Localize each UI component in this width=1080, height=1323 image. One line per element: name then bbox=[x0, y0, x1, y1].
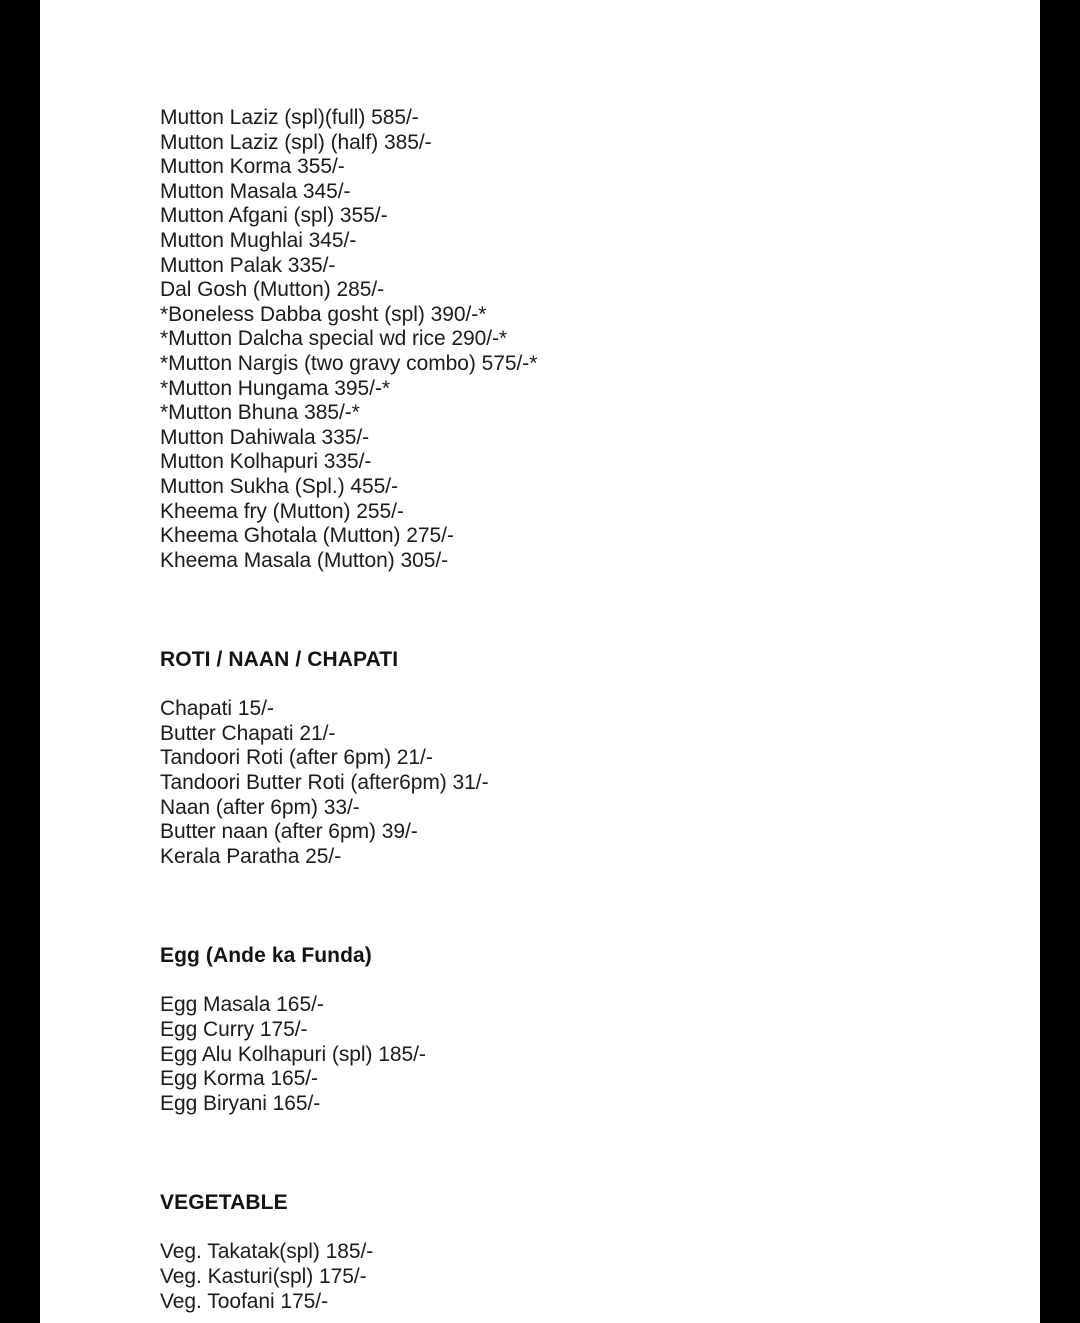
menu-page bbox=[40, 0, 1040, 1323]
menu-section-egg bbox=[160, 943, 980, 1116]
menu-item: Egg Masala 165/- bbox=[160, 993, 324, 1017]
menu-item: Tandoori Butter Roti (after6pm) 31/- bbox=[160, 771, 489, 795]
section-header-roti-naan-chapati: ROTI / NAAN / CHAPATI bbox=[160, 648, 399, 672]
section-header-egg: Egg (Ande ka Funda) bbox=[160, 944, 372, 968]
menu-item: *Mutton Nargis (two gravy combo) 575/-* bbox=[160, 351, 538, 375]
menu-item: *Mutton Dalcha special wd rice 290/-* bbox=[160, 327, 508, 351]
menu-content bbox=[160, 106, 980, 1314]
menu-item: *Mutton Bhuna 385/-* bbox=[160, 401, 360, 425]
menu-item: Mutton Dahiwala 335/- bbox=[160, 425, 370, 449]
menu-item: *Boneless Dabba gosht (spl) 390/-* bbox=[160, 302, 487, 326]
menu-item-list-mutton bbox=[160, 106, 980, 573]
menu-section-mutton bbox=[160, 106, 980, 573]
menu-item: Egg Korma 165/- bbox=[160, 1067, 319, 1091]
section-spacer bbox=[160, 1116, 980, 1190]
menu-item: Mutton Masala 345/- bbox=[160, 179, 351, 203]
section-header-vegetable: VEGETABLE bbox=[160, 1191, 288, 1215]
menu-item: Kheema Ghotala (Mutton) 275/- bbox=[160, 524, 454, 548]
menu-item: Naan (after 6pm) 33/- bbox=[160, 795, 360, 819]
menu-item: Mutton Palak 335/- bbox=[160, 253, 336, 277]
menu-item-list-vegetable bbox=[160, 1240, 980, 1314]
menu-item: Mutton Laziz (spl)(full) 585/- bbox=[160, 106, 419, 129]
letterbox-bar-right bbox=[1040, 0, 1080, 1323]
menu-item: Butter naan (after 6pm) 39/- bbox=[160, 820, 418, 844]
menu-item: Tandoori Roti (after 6pm) 21/- bbox=[160, 746, 433, 770]
menu-item-list-roti-naan-chapati bbox=[160, 697, 980, 869]
menu-item: Kheema Masala (Mutton) 305/- bbox=[160, 548, 449, 572]
menu-item: Kheema fry (Mutton) 255/- bbox=[160, 499, 404, 523]
menu-item: Mutton Mughlai 345/- bbox=[160, 228, 357, 252]
menu-item: Mutton Afgani (spl) 355/- bbox=[160, 204, 388, 228]
menu-item: Veg. Takatak(spl) 185/- bbox=[160, 1240, 374, 1264]
menu-item: *Mutton Hungama 395/-* bbox=[160, 376, 391, 400]
menu-item: Mutton Sukha (Spl.) 455/- bbox=[160, 474, 399, 498]
menu-section-roti-naan-chapati bbox=[160, 647, 980, 869]
menu-item: Mutton Laziz (spl) (half) 385/- bbox=[160, 130, 432, 154]
menu-item: Butter Chapati 21/- bbox=[160, 721, 336, 745]
section-spacer bbox=[160, 869, 980, 943]
menu-item: Veg. Toofani 175/- bbox=[160, 1289, 329, 1313]
menu-item: Mutton Kolhapuri 335/- bbox=[160, 450, 372, 474]
letterbox-bar-left bbox=[0, 0, 40, 1323]
menu-item: Egg Curry 175/- bbox=[160, 1018, 308, 1042]
menu-item: Egg Biryani 165/- bbox=[160, 1091, 321, 1115]
menu-item: Dal Gosh (Mutton) 285/- bbox=[160, 278, 385, 302]
section-spacer bbox=[160, 573, 980, 647]
menu-section-vegetable bbox=[160, 1190, 980, 1314]
menu-item: Mutton Korma 355/- bbox=[160, 155, 345, 179]
menu-item: Veg. Kasturi(spl) 175/- bbox=[160, 1265, 367, 1288]
menu-item: Chapati 15/- bbox=[160, 697, 274, 721]
menu-item: Kerala Paratha 25/- bbox=[160, 844, 342, 868]
menu-item: Egg Alu Kolhapuri (spl) 185/- bbox=[160, 1042, 426, 1066]
menu-item-list-egg bbox=[160, 993, 980, 1116]
